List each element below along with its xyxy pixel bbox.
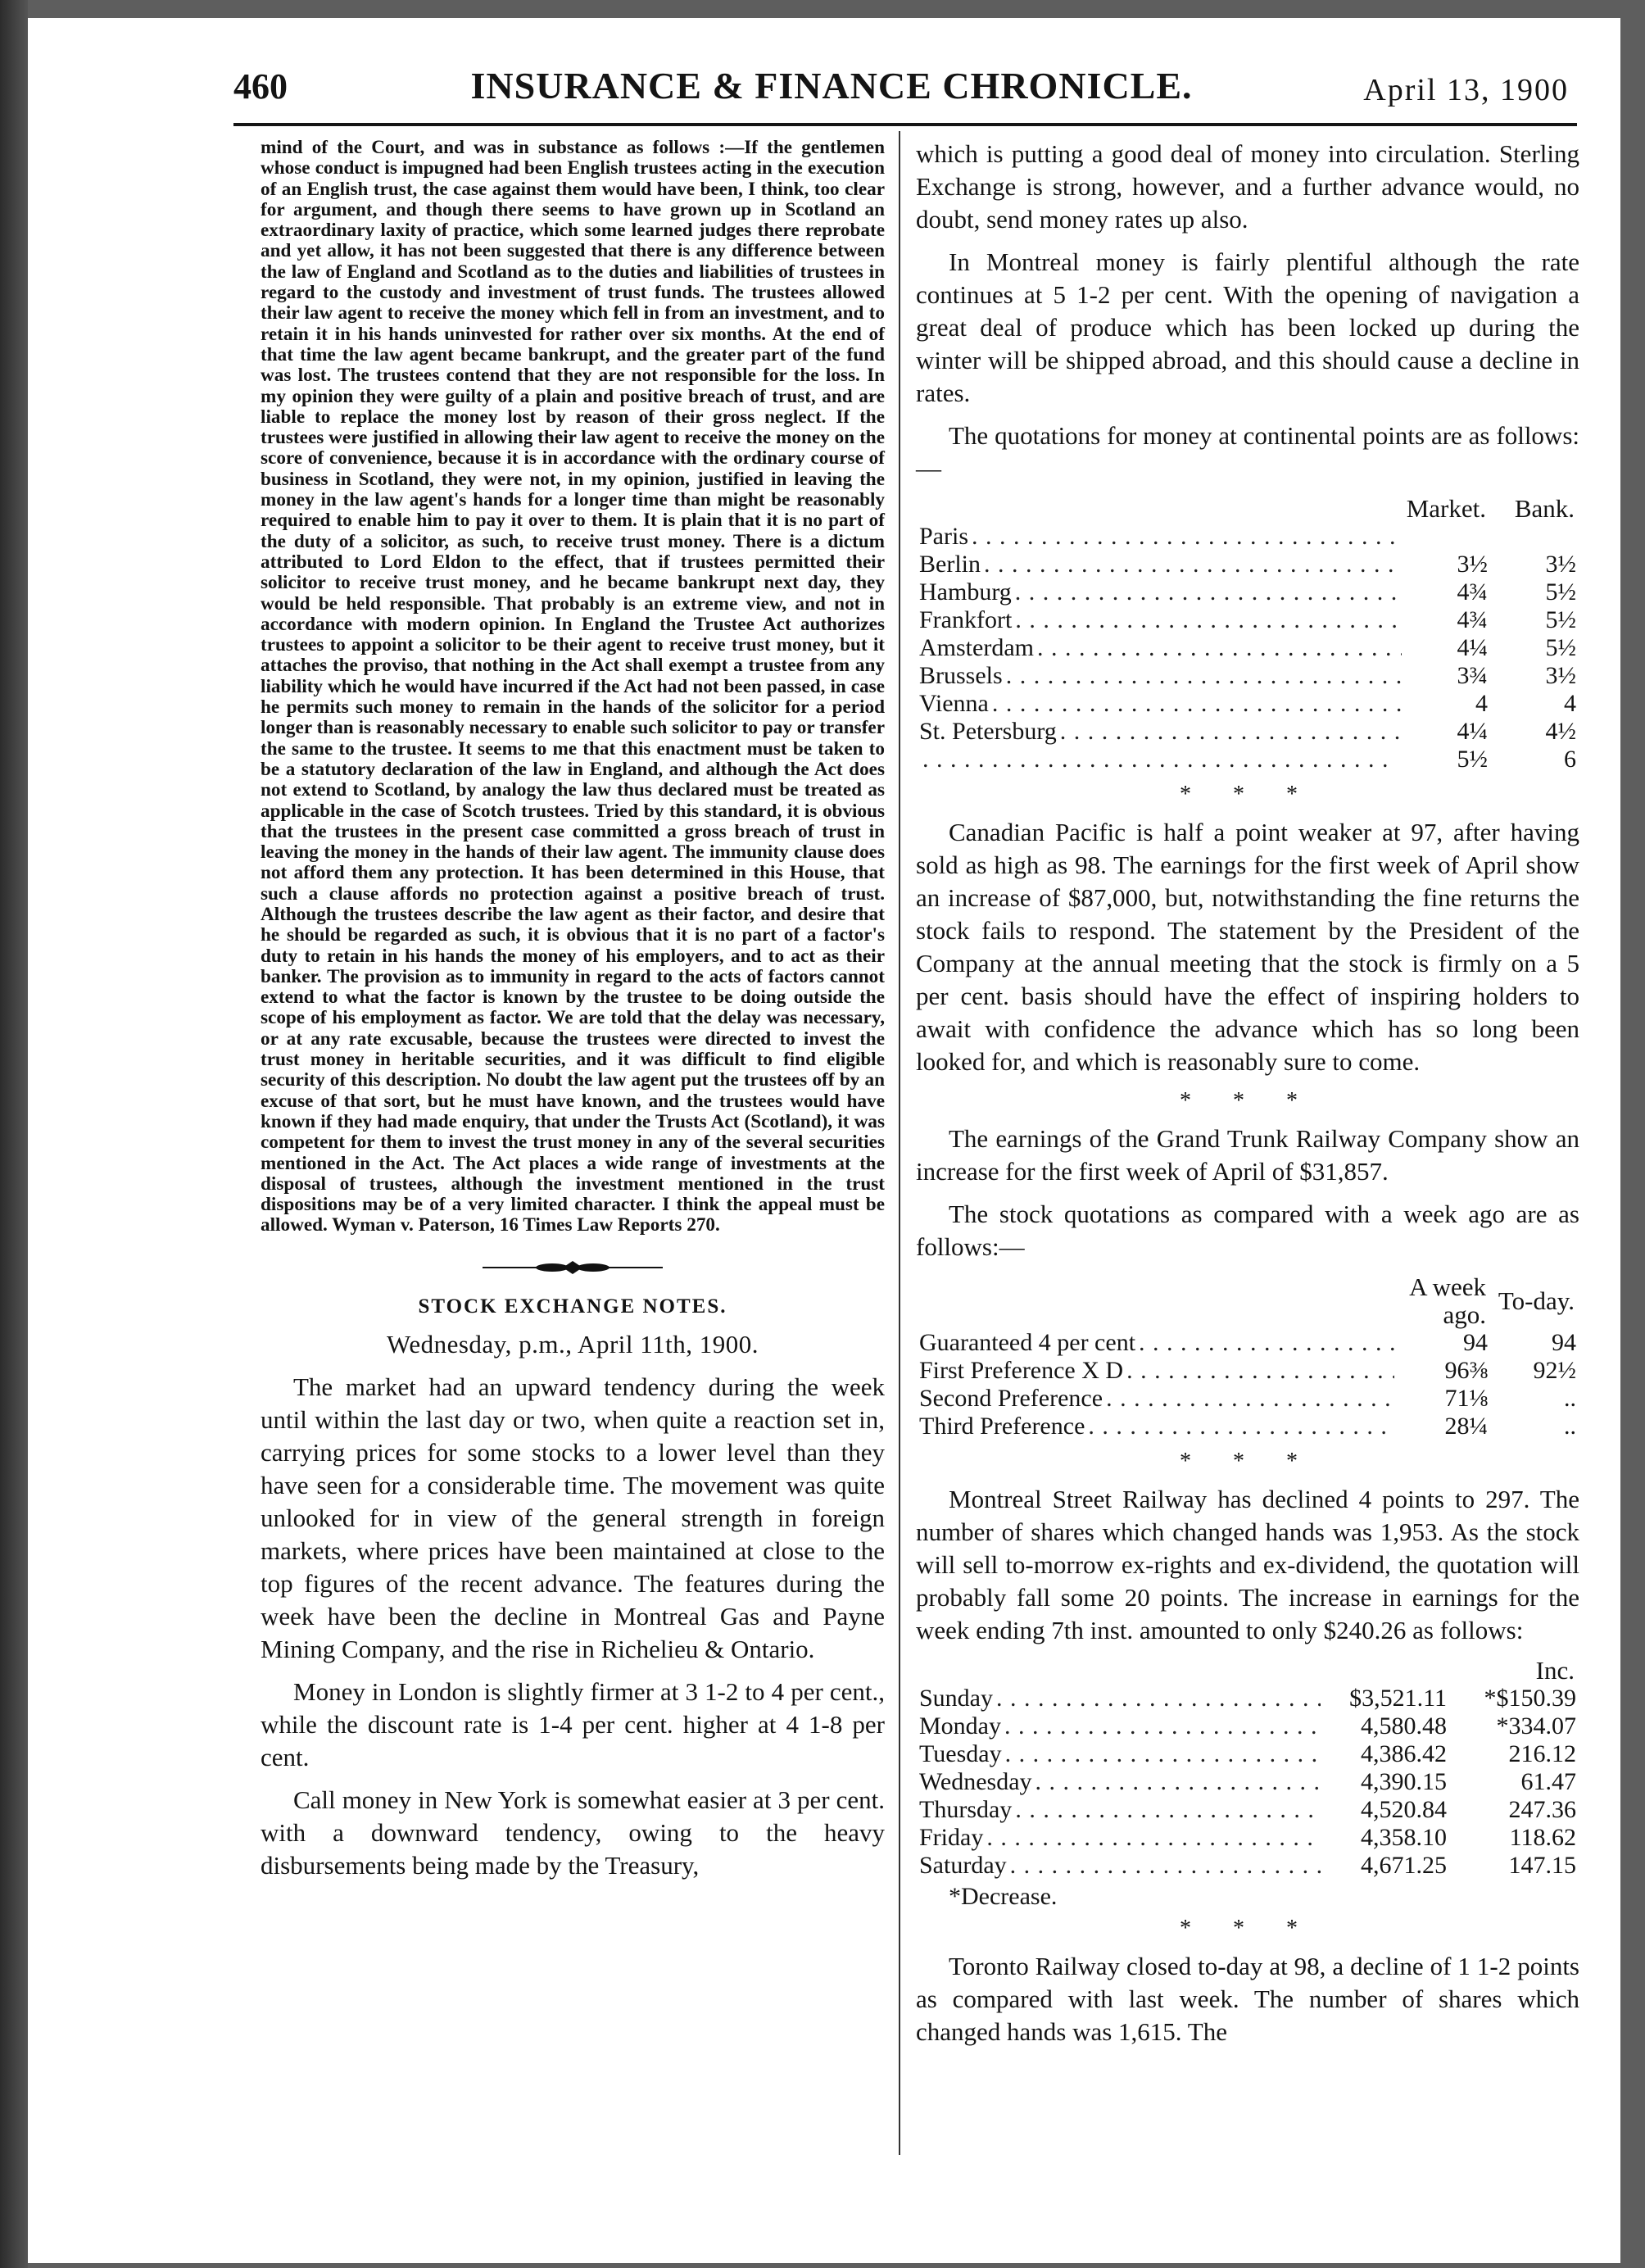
- section-title: STOCK EXCHANGE NOTES.: [418, 1295, 727, 1318]
- table-header: A week ago.: [1409, 1272, 1486, 1329]
- row-label: Monday: [916, 1712, 1321, 1740]
- page-number: 460: [233, 66, 288, 107]
- paragraph: The market had an upward tendency during the week until within the last day or two, when quite a reaction set in, carrying prices for some stocks to a lower level than they have seen for a considerable time. The movement was quite unlooked for in view of the general strength in foreign markets, where prices have been maintained at close to the top figures of the recent advance. The features during the week have been the decline in Montreal Gas and Payne Mining Company, and the rise in Richelieu & Ontario.: [261, 1372, 885, 1663]
- table-row: [916, 1413, 1579, 1440]
- legal-judgment-text: mind of the Court, and was in substance as follows :—If the gentlemen whose conduct is impugned had been English trustees acting in the execution of an English trust, the case against them would have been, I think, too clear for argument, and though there seems to have grown up in Scotland an extraordinary laxity of practice, which some learned judges there reprobate and yet allow, it has not been suggested that there is any difference between the law of England and Scotland as to the duties and liabilities of trustees in regard to the custody and investment of trust funds. The trustees allowed their law agent to receive the money which fell in from an investment, and to retain it in his hands uninvested for rather over six months. At the end of that time the law agent became bankrupt, and the greater part of the fund was lost. The trustees contend that they are not responsible for the loss. In my opinion they were guilty of a plain and positive breach of trust, and are liable to replace the money lost by reason of their gross neglect. If the trustees were justified in allowing their law agent to receive the money on the score of convenience, because it is in accordance with the ordinary course of business in Scotland, they were not, in my opinion, justified in leaving the money in the law agent's hands for a longer time than might be reasonably required to enable him to pay it over to them. It is plain that it is no part of the duty of a solicitor, as such, to receive trust money. There is a dictum attributed to Lord Eldon to the effect, that if trustees permitted their solicitor to receive trust money, and he became bankrupt next day, they would be held responsible. That probably is an extreme view, and not in accordance with modern opinion. In England the Trustee Act authorizes trustees to appoint a solicitor to be their agent to receive trust money, but it attaches the proviso, that nothing in the Act shall exempt a trustee from any liability which he would have incurred if the Act had not been passed, in case he permits such money to remain in the hands of the solicitor for a period longer than is reasonably necessary to enable such solicitor to pay or transfer the same to the trustee. It seems to me that this enactment must be taken to be a statutory declaration of the law in England, and although the Act does not extend to Scotland, by analogy the law thus declared must be treated as applicable in the case of Scotch trustees. Tried by this standard, it is obvious that the trustees in the present case committed a gross breach of trust in leaving the money in the hands of their law agent. The immunity clause does not afford them any protection. It has been determined in this House, that such a clause affords no protection against a positive breach of trust. Although the trustees describe the law agent as their factor, and desire that he should be regarded as such, it is obvious that it is no part of a factor's duty to retain in his hands the money of his employers, and to act as their banker. The provision as to immunity in regard to the acts of factors cannot extend to what the factor is known by the trustee to be doing outside the scope of his employment as factor. We are told that the delay was necessary, or at any rate excusable, because the trustees were directed to invest the trust money in heritable securities, and it was difficult to find eligible security of this description. No doubt the law agent put the trustees off by an excuse of that sort, but he must have known, and the trustees would have known if they had made enquiry, that under the Trusts Act (Scotland), it was competent for them to invest the trust money in any of the several securities mentioned in the Act. The Act places a wide range of investments at the disposal of trustees, although the investment mentioned in the trust dispositions may be of a very limited character. I think the appeal must be allowed. Wyman v. Paterson, 16 Times Law Reports 270.: [261, 137, 885, 1236]
- table-cell: 71⅛: [1444, 1385, 1488, 1412]
- table-row: [916, 1740, 1579, 1768]
- table-row: [916, 1712, 1579, 1740]
- table-row: [916, 1824, 1579, 1852]
- table-row: [916, 718, 1579, 746]
- table-row: [916, 1768, 1579, 1796]
- table-cell: 4½: [1545, 718, 1576, 745]
- page-header: [233, 48, 1593, 129]
- table-cell: [1491, 523, 1579, 551]
- table-row: [916, 662, 1579, 690]
- paragraph: The quotations for money at continental points are as follows:—: [916, 421, 1579, 483]
- table-cell: 3½: [1545, 551, 1576, 578]
- section-separator: * * *: [1180, 1088, 1316, 1114]
- header-rule: [233, 123, 1577, 126]
- publication-title: INSURANCE & FINANCE CHRONICLE.: [470, 65, 1193, 107]
- row-label: Vienna: [916, 690, 1402, 718]
- table-cell: 4,671.25: [1361, 1852, 1447, 1879]
- table-row: [916, 1385, 1579, 1413]
- table-cell: 5½: [1457, 746, 1488, 773]
- table-cell: 118.62: [1509, 1824, 1576, 1851]
- money-rates-table: [916, 495, 1579, 773]
- table-row: [916, 1357, 1579, 1385]
- paragraph: which is putting a good deal of money into circulation. Sterling Exchange is strong, however, and a further advance would, no doubt, send money rates up also.: [916, 139, 1579, 234]
- table-row: [916, 523, 1579, 551]
- table-header: Bank.: [1514, 494, 1575, 523]
- paragraph: Toronto Railway closed to-day at 98, a decline of 1 1-2 points as compared with last week. The number of shares which changed hands was 1,615. The: [916, 1952, 1579, 2046]
- table-cell: 4,358.10: [1361, 1824, 1447, 1851]
- table-cell: 5½: [1545, 634, 1576, 661]
- table-cell: 3½: [1545, 662, 1576, 689]
- row-label: [916, 746, 1402, 773]
- dateline: Wednesday, p.m., April 11th, 1900.: [387, 1329, 759, 1359]
- row-label: First Preference X D: [916, 1357, 1394, 1385]
- paragraph: The stock quotations as compared with a week ago are as follows:—: [916, 1200, 1579, 1261]
- row-label: Hamburg: [916, 578, 1402, 606]
- table-cell: 4,520.84: [1361, 1796, 1447, 1823]
- table-row: [916, 606, 1579, 634]
- right-column: [916, 138, 1579, 2058]
- row-label: Thursday: [916, 1796, 1321, 1824]
- table-cell: 4,580.48: [1361, 1712, 1447, 1740]
- table-cell: [1402, 523, 1491, 551]
- table-footnote: *Decrease.: [949, 1883, 1058, 1910]
- section-separator: * * *: [1180, 1449, 1316, 1474]
- table-cell: 4: [1564, 690, 1576, 717]
- table-header: [916, 1273, 1394, 1329]
- table-cell: 3½: [1457, 551, 1488, 578]
- table-cell: 5½: [1545, 606, 1576, 633]
- grand-trunk-stock-table: [916, 1273, 1579, 1440]
- row-label: Friday: [916, 1824, 1321, 1852]
- table-header: Market.: [1406, 494, 1486, 523]
- table-cell: $3,521.11: [1349, 1685, 1447, 1712]
- table-cell: ..: [1564, 1413, 1576, 1440]
- table-cell: 4¼: [1457, 718, 1488, 745]
- left-column: [261, 138, 885, 1892]
- row-label: Amsterdam: [916, 634, 1402, 662]
- table-row: [916, 578, 1579, 606]
- table-row: [916, 1685, 1579, 1712]
- table-cell: 247.36: [1508, 1796, 1576, 1823]
- row-label: Sunday: [916, 1685, 1321, 1712]
- table-cell: 5½: [1545, 578, 1576, 606]
- paragraph: Montreal Street Railway has declined 4 points to 297. The number of shares which changed hands was 1,953. As the stock will sell to-morrow ex-rights and ex-dividend, the quotation will probably fall some 20 points. The increase in earnings for the week ending 7th inst. amounted to only $240.26 as follows:: [916, 1485, 1579, 1644]
- table-row: [916, 551, 1579, 578]
- paragraph: In Montreal money is fairly plentiful although the rate continues at 5 1-2 per cent. With the opening of navigation a great deal of produce which has been locked up during the winter will be shipped abroad, and this should cause a decline in rates.: [916, 247, 1579, 407]
- table-cell: 96⅜: [1444, 1357, 1488, 1384]
- table-cell: 4¾: [1457, 578, 1488, 606]
- ornament-divider: [483, 1259, 663, 1276]
- table-cell: 4¾: [1457, 606, 1488, 633]
- table-cell: 216.12: [1508, 1740, 1576, 1767]
- row-label: Tuesday: [916, 1740, 1321, 1768]
- table-cell: 4,386.42: [1361, 1740, 1447, 1767]
- table-cell: 147.15: [1508, 1852, 1576, 1879]
- table-cell: 6: [1564, 746, 1576, 773]
- table-cell: 3¾: [1457, 662, 1488, 689]
- table-cell: ..: [1564, 1385, 1576, 1412]
- street-railway-earnings-table: [916, 1657, 1579, 1880]
- table-cell: 92½: [1533, 1357, 1576, 1384]
- paragraph: Canadian Pacific is half a point weaker at 97, after having sold as high as 98. The earnings for the first week of April show an increase of $87,000, but, notwithstanding the fine returns the stock fails to respond. The statement by the President of the Company at the annual meeting that the stock is firmly on a 5 per cent. basis should have the effect of inspiring holders to await with confidence the advance which has so long been looked for, and which is reasonably sure to come.: [916, 818, 1579, 1076]
- table-header: To-day.: [1498, 1286, 1575, 1315]
- table-header: Inc.: [1535, 1656, 1575, 1685]
- table-cell: *$150.39: [1484, 1685, 1576, 1712]
- row-label: Second Preference: [916, 1385, 1394, 1413]
- row-label: Wednesday: [916, 1768, 1321, 1796]
- section-separator: * * *: [1180, 1916, 1316, 1941]
- paragraph: Money in London is slightly firmer at 3 1-2 to 4 per cent., while the discount rate is 1-4 per cent. higher at 4 1-8 per cent.: [261, 1676, 885, 1771]
- section-separator: * * *: [1180, 782, 1316, 807]
- column-divider: [899, 131, 900, 2155]
- table-cell: 4¼: [1457, 634, 1488, 661]
- table-row: [916, 746, 1579, 773]
- table-row: [916, 1852, 1579, 1880]
- table-cell: 4,390.15: [1361, 1768, 1447, 1795]
- table-row: [916, 1796, 1579, 1824]
- paragraph: Call money in New York is somewhat easier at 3 per cent. with a downward tendency, owing to the heavy disbursements being made by the Treasury,: [261, 1785, 885, 1880]
- row-label: Berlin: [916, 551, 1402, 578]
- table-cell: *334.07: [1496, 1712, 1576, 1740]
- row-label: St. Petersburg: [916, 718, 1402, 746]
- row-label: Paris: [916, 523, 1402, 551]
- table-header: [916, 495, 1402, 523]
- row-label: Saturday: [916, 1852, 1321, 1880]
- table-cell: 61.47: [1520, 1768, 1576, 1795]
- row-label: Guaranteed 4 per cent: [916, 1329, 1394, 1357]
- table-row: [916, 634, 1579, 662]
- row-label: Frankfort: [916, 606, 1402, 634]
- row-label: Brussels: [916, 662, 1402, 690]
- table-cell: 4: [1475, 690, 1488, 717]
- table-cell: 28¼: [1444, 1413, 1488, 1440]
- table-cell: 94: [1463, 1329, 1488, 1356]
- table-cell: 94: [1552, 1329, 1576, 1356]
- table-row: [916, 1329, 1579, 1357]
- paragraph: The earnings of the Grand Trunk Railway Company show an increase for the first week of April of $31,857.: [916, 1124, 1579, 1186]
- row-label: Third Preference: [916, 1413, 1394, 1440]
- issue-date: April 13, 1900: [1363, 73, 1569, 107]
- book-binding: [0, 0, 28, 2268]
- table-row: [916, 690, 1579, 718]
